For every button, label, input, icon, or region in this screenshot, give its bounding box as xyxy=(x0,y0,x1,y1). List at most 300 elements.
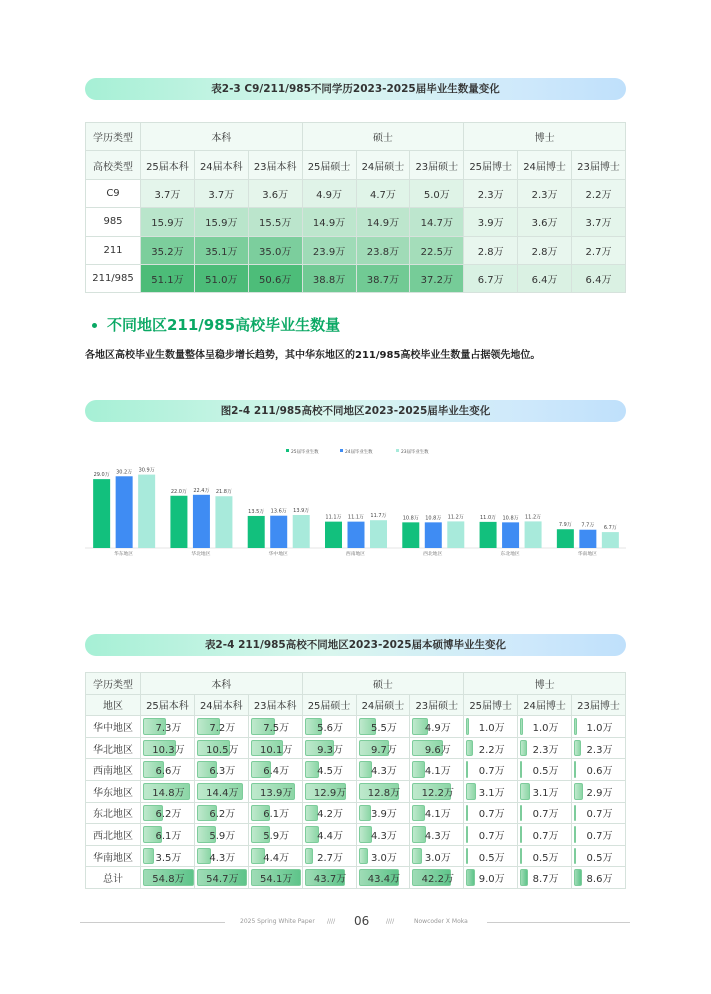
table-cell xyxy=(141,780,195,802)
table-cell xyxy=(464,845,518,867)
cell-content xyxy=(520,867,571,888)
cell-value: 12.9万 xyxy=(313,787,347,799)
cell-value: 10.5万 xyxy=(206,744,239,756)
cell-content xyxy=(466,781,517,802)
table-cell xyxy=(410,759,464,781)
table-cell xyxy=(248,716,302,738)
bar xyxy=(502,522,519,548)
page-number: 06 xyxy=(354,914,370,928)
column-header: 25届硕士 xyxy=(302,151,356,179)
cell-value: 0.7万 xyxy=(478,766,505,778)
data-bar xyxy=(574,761,576,778)
table-cell xyxy=(410,737,464,759)
table-cell xyxy=(572,845,626,867)
table-row xyxy=(86,208,626,236)
cell-value: 13.9万 xyxy=(260,787,293,799)
sub-label: 地区 xyxy=(86,694,141,716)
cell-content xyxy=(520,759,571,780)
cell-content xyxy=(143,803,194,824)
cell-value: 5.6万 xyxy=(317,722,344,734)
cell-content xyxy=(197,781,248,802)
table-cell xyxy=(248,824,302,846)
table-cell xyxy=(141,759,195,781)
cell-value: 54.7万 xyxy=(206,874,239,886)
table-cell xyxy=(356,845,410,867)
table-cell: 2.3万 xyxy=(518,179,572,207)
table-cell: 6.4万 xyxy=(518,264,572,292)
table-row xyxy=(86,179,626,207)
cell-value: 6.1万 xyxy=(155,830,182,842)
cell-content xyxy=(197,867,248,888)
region-bar-chart xyxy=(85,440,626,570)
table-cell xyxy=(410,867,464,889)
bullet-dot xyxy=(92,323,97,328)
table-cell xyxy=(302,737,356,759)
section-heading-text: 不同地区211/985高校毕业生数量 xyxy=(107,316,341,334)
bar-value-label: 10.8万 xyxy=(502,515,519,522)
table-cell: 14.9万 xyxy=(356,208,410,236)
cell-value: 4.9万 xyxy=(424,722,451,734)
cell-value: 4.3万 xyxy=(370,830,397,842)
cell-content xyxy=(412,846,463,867)
cell-content xyxy=(412,716,463,737)
cell-value: 1.0万 xyxy=(532,722,559,734)
cell-content xyxy=(251,738,302,759)
cell-content xyxy=(574,781,625,802)
table-cell: 2.2万 xyxy=(572,179,626,207)
table-cell xyxy=(572,802,626,824)
data-bar xyxy=(520,869,528,886)
row-label: 211/985 xyxy=(86,264,141,292)
column-header: 24届博士 xyxy=(518,151,572,179)
row-label: 西北地区 xyxy=(86,824,141,846)
cell-content xyxy=(520,716,571,737)
cell-content xyxy=(143,738,194,759)
table-cell: 3.9万 xyxy=(464,208,518,236)
cell-content xyxy=(143,824,194,845)
table-cell xyxy=(464,802,518,824)
x-tick-label: 西北地区 xyxy=(423,552,443,557)
cell-content xyxy=(251,846,302,867)
table-cell xyxy=(572,716,626,738)
bar xyxy=(293,515,310,548)
table-cell xyxy=(302,845,356,867)
table-cell: 15.5万 xyxy=(248,208,302,236)
data-bar xyxy=(305,848,314,865)
bar xyxy=(170,496,187,548)
cell-value: 7.3万 xyxy=(155,722,182,734)
cell-content xyxy=(412,759,463,780)
data-bar xyxy=(359,848,369,865)
cell-value: 7.5万 xyxy=(263,722,290,734)
column-header: 23届本科 xyxy=(248,694,302,716)
bar-value-label: 11.7万 xyxy=(370,513,387,520)
cell-value: 0.7万 xyxy=(586,830,613,842)
cell-content xyxy=(466,738,517,759)
cell-content xyxy=(574,846,625,867)
bar-value-label: 7.7万 xyxy=(581,522,595,529)
table-cell xyxy=(518,716,572,738)
table-cell xyxy=(464,759,518,781)
bar-value-label: 11.0万 xyxy=(480,514,497,521)
data-bar xyxy=(574,826,576,843)
column-header: 24届本科 xyxy=(194,151,248,179)
cell-content xyxy=(412,867,463,888)
table-cell: 51.1万 xyxy=(141,264,195,292)
table-cell xyxy=(464,737,518,759)
data-bar xyxy=(520,848,522,865)
table-cell xyxy=(410,824,464,846)
cell-value: 9.0万 xyxy=(478,874,505,886)
cell-content xyxy=(305,759,356,780)
table-row xyxy=(86,236,626,264)
bar-value-label: 22.0万 xyxy=(170,488,187,495)
data-bar xyxy=(359,805,371,822)
bar xyxy=(325,522,342,548)
cell-value: 3.0万 xyxy=(424,852,451,864)
cell-value: 2.2万 xyxy=(478,744,505,756)
bar xyxy=(602,532,619,548)
data-bar xyxy=(520,718,523,735)
legend-swatch xyxy=(396,449,399,452)
cell-value: 6.3万 xyxy=(209,766,236,778)
data-bar xyxy=(412,805,425,822)
table-cell xyxy=(141,845,195,867)
cell-content xyxy=(359,716,410,737)
data-bar xyxy=(574,718,577,735)
bar xyxy=(525,521,542,548)
column-header: 25届博士 xyxy=(464,151,518,179)
table-cell xyxy=(464,716,518,738)
table-cell: 38.7万 xyxy=(356,264,410,292)
column-header: 25届硕士 xyxy=(302,694,356,716)
table-cell xyxy=(518,780,572,802)
table-cell: 3.7万 xyxy=(141,179,195,207)
table-cell: 2.8万 xyxy=(464,236,518,264)
table-cell xyxy=(572,737,626,759)
table-cell: 51.0万 xyxy=(194,264,248,292)
x-tick-label: 华中地区 xyxy=(268,552,288,557)
cell-value: 0.7万 xyxy=(532,830,559,842)
cell-content xyxy=(305,716,356,737)
bar xyxy=(480,522,497,548)
table-cell: 23.9万 xyxy=(302,236,356,264)
cell-content xyxy=(574,803,625,824)
row-label: 华南地区 xyxy=(86,845,141,867)
cell-value: 5.9万 xyxy=(263,830,290,842)
cell-value: 10.1万 xyxy=(260,744,293,756)
bar-value-label: 30.9万 xyxy=(138,467,155,474)
table-cell xyxy=(572,780,626,802)
data-bar xyxy=(305,805,318,822)
cell-value: 0.7万 xyxy=(532,809,559,821)
cell-value: 0.5万 xyxy=(532,852,559,864)
cell-value: 5.9万 xyxy=(209,830,236,842)
table-cell xyxy=(356,759,410,781)
table-cell: 5.0万 xyxy=(410,179,464,207)
table-cell: 22.5万 xyxy=(410,236,464,264)
bar xyxy=(270,516,287,548)
data-bar xyxy=(466,848,468,865)
cell-content xyxy=(574,738,625,759)
footer-left-text: 2025 Spring White Paper xyxy=(240,918,315,925)
table-cell xyxy=(356,802,410,824)
bar xyxy=(248,516,265,548)
table-cell xyxy=(410,716,464,738)
bar-value-label: 30.2万 xyxy=(116,469,133,476)
cell-content xyxy=(305,738,356,759)
table-cell xyxy=(356,824,410,846)
cell-content xyxy=(143,759,194,780)
table-cell: 3.7万 xyxy=(194,179,248,207)
table-cell xyxy=(302,802,356,824)
table-cell xyxy=(572,824,626,846)
table-cell: 37.2万 xyxy=(410,264,464,292)
cell-content xyxy=(305,803,356,824)
cell-content xyxy=(197,803,248,824)
cell-value: 0.5万 xyxy=(586,852,613,864)
table-cell xyxy=(141,802,195,824)
cell-value: 14.4万 xyxy=(206,787,239,799)
table-row xyxy=(86,716,626,738)
cell-value: 6.4万 xyxy=(263,766,290,778)
table-cell: 4.7万 xyxy=(356,179,410,207)
group-header: 本科 xyxy=(141,673,303,695)
table-cell xyxy=(410,845,464,867)
cell-value: 9.6万 xyxy=(424,744,451,756)
cell-content xyxy=(574,824,625,845)
table-cell: 35.0万 xyxy=(248,236,302,264)
cell-content xyxy=(520,803,571,824)
column-header: 23届硕士 xyxy=(410,151,464,179)
table-cell xyxy=(464,824,518,846)
table-cell xyxy=(194,759,248,781)
x-tick-label: 东北地区 xyxy=(500,552,520,557)
cell-value: 3.5万 xyxy=(155,852,182,864)
footer xyxy=(0,914,711,930)
bar-value-label: 11.2万 xyxy=(447,514,464,521)
table-cell xyxy=(141,737,195,759)
table-cell: 2.8万 xyxy=(518,236,572,264)
cell-value: 5.5万 xyxy=(370,722,397,734)
table-cell xyxy=(518,824,572,846)
group-header: 博士 xyxy=(464,123,626,151)
cell-content xyxy=(197,846,248,867)
table-cell: 6.4万 xyxy=(572,264,626,292)
table-cell: 35.1万 xyxy=(194,236,248,264)
cell-content xyxy=(359,759,410,780)
legend-label: 23届毕业生数 xyxy=(401,450,429,455)
cell-content xyxy=(520,738,571,759)
table-cell xyxy=(302,759,356,781)
cell-value: 4.3万 xyxy=(370,766,397,778)
cell-content xyxy=(520,846,571,867)
cell-value: 6.2万 xyxy=(155,809,182,821)
table-cell xyxy=(194,716,248,738)
cell-content xyxy=(466,759,517,780)
cell-value: 4.3万 xyxy=(424,830,451,842)
row-label: 211 xyxy=(86,236,141,264)
cell-content xyxy=(197,759,248,780)
data-bar xyxy=(412,848,422,865)
cell-content xyxy=(305,867,356,888)
x-tick-label: 华南地区 xyxy=(577,552,597,557)
row-label: 东北地区 xyxy=(86,802,141,824)
cell-value: 4.5万 xyxy=(317,766,344,778)
cell-value: 10.3万 xyxy=(152,744,185,756)
table-cell: 50.6万 xyxy=(248,264,302,292)
footer-line-right xyxy=(487,922,630,923)
bar-value-label: 13.5万 xyxy=(248,508,265,515)
cell-content xyxy=(520,824,571,845)
table-cell xyxy=(410,802,464,824)
cell-value: 14.8万 xyxy=(152,787,185,799)
table-cell xyxy=(194,780,248,802)
bar-value-label: 6.7万 xyxy=(603,525,617,532)
bar xyxy=(370,520,387,548)
cell-value: 7.2万 xyxy=(209,722,236,734)
legend-swatch xyxy=(340,449,343,452)
table-cell: 15.9万 xyxy=(194,208,248,236)
cell-value: 2.7万 xyxy=(317,852,344,864)
data-bar xyxy=(466,740,473,757)
cell-value: 43.7万 xyxy=(313,874,347,886)
table-cell: 23.8万 xyxy=(356,236,410,264)
cell-value: 6.2万 xyxy=(209,809,236,821)
cell-content xyxy=(412,803,463,824)
cell-value: 43.4万 xyxy=(367,874,401,886)
table-cell: 14.7万 xyxy=(410,208,464,236)
bar-value-label: 10.8万 xyxy=(425,515,442,522)
bar xyxy=(348,522,365,548)
cell-value: 6.6万 xyxy=(155,766,182,778)
cell-value: 12.2万 xyxy=(421,787,454,799)
data-bar xyxy=(574,740,581,757)
cell-value: 9.3万 xyxy=(317,744,344,756)
column-header: 24届硕士 xyxy=(356,694,410,716)
table-cell xyxy=(518,845,572,867)
group-header: 本科 xyxy=(141,123,303,151)
cell-content xyxy=(197,824,248,845)
table-cell xyxy=(464,780,518,802)
cell-content xyxy=(251,803,302,824)
cell-value: 42.2万 xyxy=(421,874,454,886)
cell-value: 8.7万 xyxy=(532,874,559,886)
x-tick-label: 西南地区 xyxy=(345,552,366,557)
table-cell xyxy=(302,716,356,738)
cell-content xyxy=(143,867,194,888)
table-cell xyxy=(141,716,195,738)
cell-content xyxy=(574,716,625,737)
table-cell xyxy=(518,737,572,759)
cell-value: 0.5万 xyxy=(532,766,559,778)
column-header: 23届博士 xyxy=(572,151,626,179)
row-label: 华东地区 xyxy=(86,780,141,802)
table-cell xyxy=(518,802,572,824)
table-cell: 35.2万 xyxy=(141,236,195,264)
cell-content xyxy=(412,738,463,759)
cell-content xyxy=(251,824,302,845)
column-header: 24届本科 xyxy=(194,694,248,716)
table-cell xyxy=(248,737,302,759)
bar-value-label: 21.8万 xyxy=(215,489,232,496)
cell-content xyxy=(466,824,517,845)
cell-content xyxy=(359,867,410,888)
table-cell xyxy=(194,867,248,889)
cell-value: 6.1万 xyxy=(263,809,290,821)
legend-label: 25届毕业生数 xyxy=(291,450,319,455)
cell-value: 2.3万 xyxy=(586,744,613,756)
table-cell xyxy=(356,867,410,889)
cell-content xyxy=(251,716,302,737)
bar xyxy=(579,530,596,548)
row-label: C9 xyxy=(86,179,141,207)
cell-content xyxy=(197,738,248,759)
cell-content xyxy=(143,781,194,802)
column-header: 23届博士 xyxy=(572,694,626,716)
table2-title: 表2-4 211/985高校不同地区2023-2025届本硕博毕业生变化 xyxy=(85,634,626,656)
data-bar xyxy=(574,783,583,800)
cell-value: 2.3万 xyxy=(532,744,559,756)
cell-value: 4.1万 xyxy=(424,809,451,821)
bar xyxy=(425,522,442,548)
table-cell xyxy=(248,780,302,802)
column-header: 25届博士 xyxy=(464,694,518,716)
data-bar xyxy=(143,848,154,865)
table-row xyxy=(86,780,626,802)
cell-value: 0.7万 xyxy=(478,809,505,821)
data-bar xyxy=(520,805,522,822)
row-label: 华北地区 xyxy=(86,737,141,759)
cell-value: 3.1万 xyxy=(532,787,559,799)
cell-value: 0.5万 xyxy=(478,852,505,864)
cell-value: 9.7万 xyxy=(370,744,397,756)
cell-content xyxy=(466,803,517,824)
table-cell xyxy=(572,759,626,781)
cell-value: 4.3万 xyxy=(209,852,236,864)
bar xyxy=(116,476,133,548)
bar xyxy=(193,495,210,548)
bar-value-label: 22.4万 xyxy=(193,487,210,494)
table-cell: 15.9万 xyxy=(141,208,195,236)
bar-value-label: 29.0万 xyxy=(93,472,110,479)
table-row xyxy=(86,845,626,867)
table-cell xyxy=(141,867,195,889)
table-cell xyxy=(248,759,302,781)
bar xyxy=(93,479,110,548)
cell-content xyxy=(466,846,517,867)
cell-value: 0.6万 xyxy=(586,766,613,778)
row-label: 总计 xyxy=(86,867,141,889)
table-row xyxy=(86,737,626,759)
table-cell: 2.3万 xyxy=(464,179,518,207)
data-bar xyxy=(574,805,576,822)
legend-label: 24届毕业生数 xyxy=(345,450,373,455)
bar xyxy=(557,529,574,548)
cell-content xyxy=(251,867,302,888)
table-row xyxy=(86,802,626,824)
data-bar xyxy=(520,761,522,778)
cell-value: 3.0万 xyxy=(370,852,397,864)
cell-content xyxy=(359,824,410,845)
table-cell: 3.7万 xyxy=(572,208,626,236)
x-tick-label: 华东地区 xyxy=(114,552,134,557)
table-row xyxy=(86,824,626,846)
column-header: 25届本科 xyxy=(141,151,195,179)
table-cell xyxy=(194,824,248,846)
cell-content xyxy=(359,803,410,824)
column-header: 24届硕士 xyxy=(356,151,410,179)
